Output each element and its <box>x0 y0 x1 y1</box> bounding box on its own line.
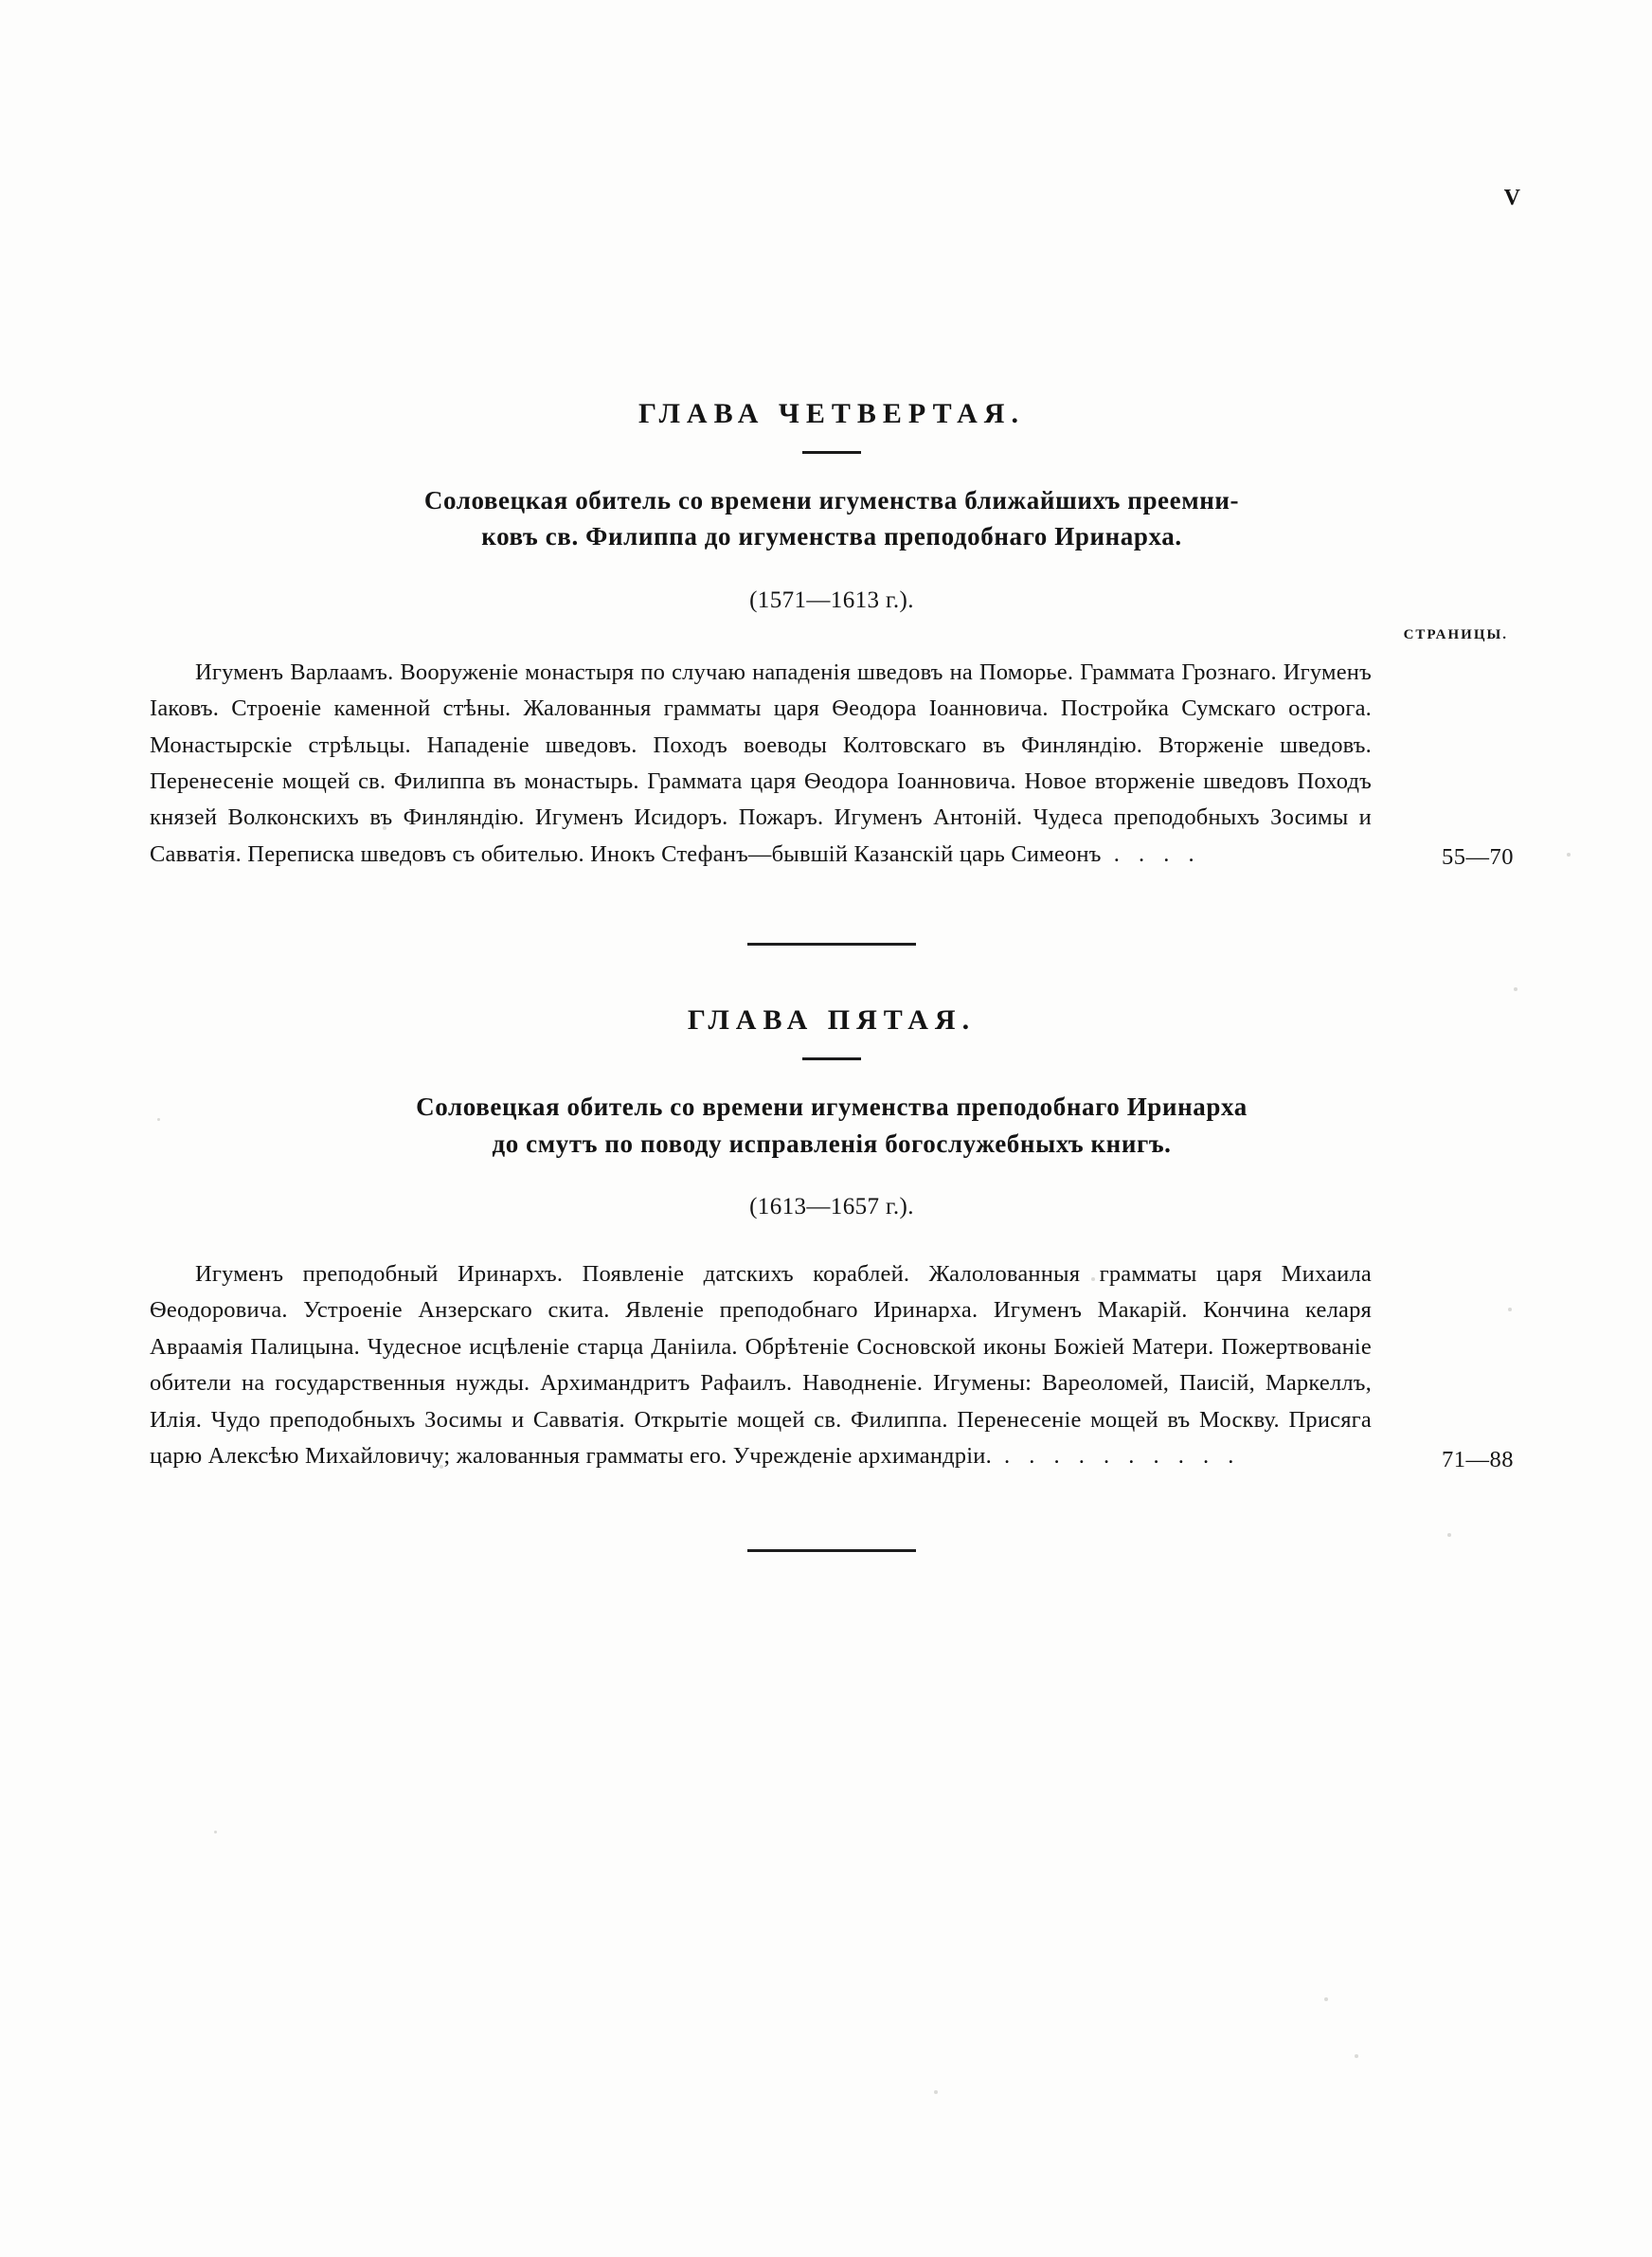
scan-speck <box>934 2090 938 2094</box>
chapter-title: ГЛАВА ЧЕТВЕРТАЯ. <box>638 398 1025 429</box>
title-rule <box>802 451 861 454</box>
scan-speck <box>1355 2054 1358 2058</box>
section-divider <box>747 1549 916 1552</box>
chapter-title: ГЛАВА ПЯТАЯ. <box>687 1004 977 1037</box>
pages-column-header: СТРАНИЦЫ. <box>1403 626 1508 642</box>
chapter-page-range: 55—70 <box>1442 844 1514 871</box>
leader-dots: . . . . . . . . . . <box>991 1443 1241 1470</box>
chapter-summary-text: Игуменъ преподобный Иринархъ. Появленіе датскихъ кораблей. Жалолованныя грамматы царя Михаила Ѳеодоровича. Устроеніе Анзерскаго скита. Явленіе преподобнаго Иринарха. Игуменъ Макарій. Кончина келаря Авраамія Палицына. Чудесное исцѣленіе старца Даніила. Обрѣтеніе Сосновской иконы Божіей Матери. Пожертвованіе обители на государственныя нужды. Архимандритъ Рафаилъ. Наводненіе. Игумены: Вареоломей, Паисій, Маркеллъ, Илія. Чудо преподобныхъ Зосимы и Савватія. Открытіе мощей св. Филиппа. Перенесеніе мощей въ Москву. Присяга царю Алексѣю Михайловичу; жалованныя грамматы его. Учрежденіе архимандріи. <box>150 1261 1372 1470</box>
chapter-summary-text: Игуменъ Варлаамъ. Вооруженіе монастыря по случаю нападенія шведовъ на Поморье. Граммата Грознаго. Игуменъ Іаковъ. Строеніе каменной стѣны. Жалованныя грамматы царя Ѳеодора Іоанновича. Постройка Сумскаго острога. Монастырскіе стрѣльцы. Нападеніе шведовъ. Походъ воеводы Колтовскаго въ Финляндію. Вторженіе шведовъ. Перенесеніе мощей св. Филиппа въ монастырь. Граммата царя Ѳеодора Іоанновича. Новое вторженіе шведовъ Походъ князей Волконскихъ въ Финляндію. Игуменъ Исидоръ. Пожаръ. Игуменъ Антоній. Чудеса преподобныхъ Зосимы и Савватія. Переписка шведовъ съ обителью. Инокъ Стефанъ—бывшій Казанскій царь Симеонъ <box>150 659 1372 867</box>
chapter-page-range: 71—88 <box>1442 1446 1514 1472</box>
page-number-folio: V <box>1503 186 1521 210</box>
toc-chapter-entry <box>150 1004 1514 1551</box>
leader-dots: . . . . <box>1101 840 1201 867</box>
chapter-year-range: (1571—1613 г.). <box>749 587 914 613</box>
scan-speck <box>214 1831 217 1833</box>
chapter-subtitle-line-1: Соловецкая обитель со времени игуменства ближайшихъ преемни- <box>423 486 1240 515</box>
spacer <box>150 946 1514 1004</box>
title-rule <box>802 1057 861 1060</box>
chapter-year-range: (1613—1657 г.). <box>749 1194 914 1220</box>
scan-speck <box>1324 1997 1328 2001</box>
chapter-subtitle-line-2: до смутъ по поводу исправленія богослужебныхъ книгъ. <box>492 1128 1172 1158</box>
chapter-subtitle <box>174 1089 1489 1162</box>
chapter-subtitle <box>174 482 1489 555</box>
toc-entry-summary-block <box>150 655 1514 874</box>
toc-entry-summary-block <box>150 1256 1514 1475</box>
scan-speck <box>1514 987 1517 991</box>
chapter-subtitle-line-2: ковъ св. Филиппа до игуменства преподобнаго Иринарха. <box>481 522 1182 551</box>
chapter-summary <box>150 655 1372 874</box>
toc-chapter-entry <box>150 398 1514 946</box>
chapter-summary <box>150 1256 1372 1475</box>
table-of-contents <box>150 398 1514 1552</box>
scan-speck <box>1567 853 1571 857</box>
chapter-subtitle-line-1: Соловецкая обитель со времени игуменства преподобнаго Иринарха <box>416 1092 1248 1122</box>
